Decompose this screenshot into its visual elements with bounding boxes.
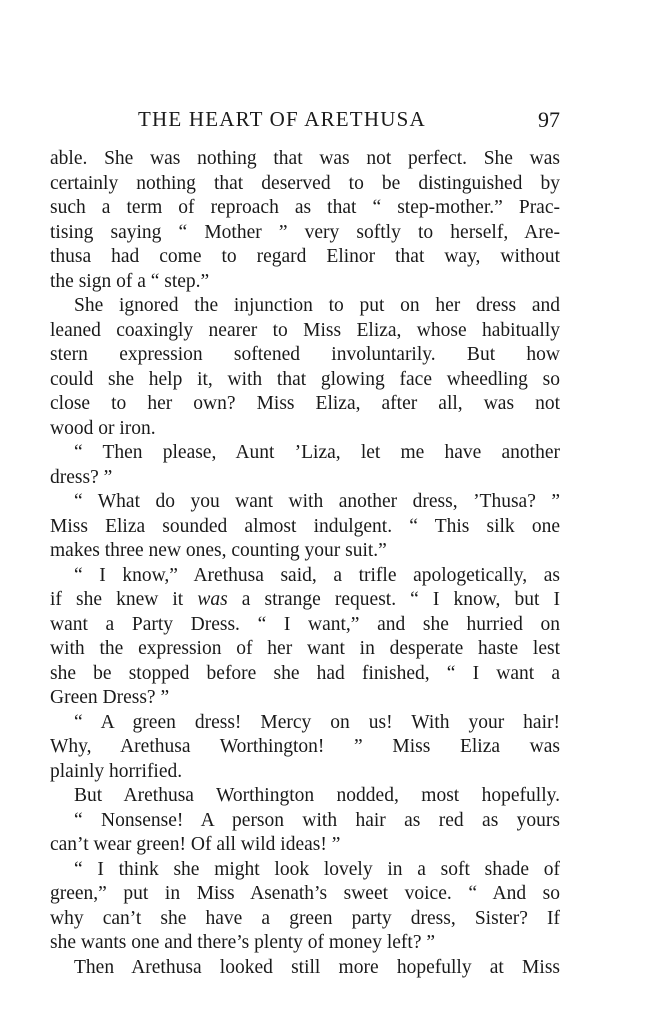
paragraph-start-line: “ What do you want with another dress, ’Thusa? ” bbox=[74, 491, 560, 512]
text-line: with the expression of her want in desperate haste lest bbox=[50, 638, 560, 659]
text-line: she be stopped before she had finished, “ I want a bbox=[50, 662, 560, 684]
text-line: want a Party Dress. “ I want,” and she hurried on bbox=[50, 613, 560, 635]
text-line: wood or iron. bbox=[50, 417, 156, 439]
running-title: THE HEART OF ARETHUSA bbox=[138, 107, 426, 131]
body-text bbox=[50, 147, 560, 980]
text-line: she wants one and there’s plenty of money left? ” bbox=[50, 932, 436, 953]
text-line: leaned coaxingly nearer to Miss Eliza, whose habitually bbox=[50, 319, 560, 341]
page-number: 97 bbox=[538, 107, 560, 132]
text-line: stern expression softened involuntarily. But how bbox=[50, 344, 560, 365]
text-line: such a term of reproach as that “ step-mother.” Prac- bbox=[50, 197, 560, 218]
text-line: able. She was nothing that was not perfect. She was bbox=[50, 148, 560, 169]
text-line: dress? ” bbox=[50, 466, 113, 488]
text-line: close to her own? Miss Eliza, after all, was not bbox=[50, 393, 560, 414]
text-line: Why, Arethusa Worthington! ” Miss Eliza was bbox=[50, 736, 560, 757]
text-line: certainly nothing that deserved to be distinguished by bbox=[50, 172, 560, 194]
italic-emphasis: was bbox=[197, 589, 228, 610]
paragraph-start-line: “ I know,” Arethusa said, a trifle apologetically, as bbox=[74, 564, 560, 586]
text-line: why can’t she have a green party dress, Sister? If bbox=[50, 907, 560, 929]
text-line bbox=[50, 588, 560, 613]
text-line: green,” put in Miss Asenath’s sweet voice. “ And so bbox=[50, 883, 560, 904]
paragraph-start-line: “ Nonsense! A person with hair as red as yours bbox=[74, 809, 560, 831]
paragraph-start-line: “ Then please, Aunt ’Liza, let me have another bbox=[74, 442, 560, 463]
text-line: could she help it, with that glowing face wheedling so bbox=[50, 368, 560, 390]
paragraph-start-line: She ignored the injunction to put on her dress and bbox=[74, 295, 560, 316]
running-head bbox=[50, 107, 560, 137]
paragraph-start-line: “ A green dress! Mercy on us! With your hair! bbox=[74, 711, 560, 733]
text-line: tising saying “ Mother ” very softly to herself, Are- bbox=[50, 221, 560, 243]
text-line: thusa had come to regard Elinor that way, without bbox=[50, 246, 560, 267]
paragraph-start-line: “ I think she might look lovely in a soft shade of bbox=[74, 858, 560, 880]
text-segment: a strange request. “ I know, but I bbox=[227, 589, 560, 610]
text-line: plainly horrified. bbox=[50, 760, 183, 782]
paragraph-start-line: Then Arethusa looked still more hopefully at Miss bbox=[74, 956, 560, 978]
paragraph-start-line: But Arethusa Worthington nodded, most hopefully. bbox=[74, 785, 560, 806]
text-line: the sign of a “ step.” bbox=[50, 270, 210, 292]
text-line: Miss Eliza sounded almost indulgent. “ This silk one bbox=[50, 515, 560, 537]
text-segment: if she knew it bbox=[50, 589, 198, 610]
text-line: Green Dress? ” bbox=[50, 687, 170, 708]
text-line: can’t wear green! Of all wild ideas! ” bbox=[50, 834, 341, 855]
text-line: makes three new ones, counting your suit.” bbox=[50, 540, 387, 561]
